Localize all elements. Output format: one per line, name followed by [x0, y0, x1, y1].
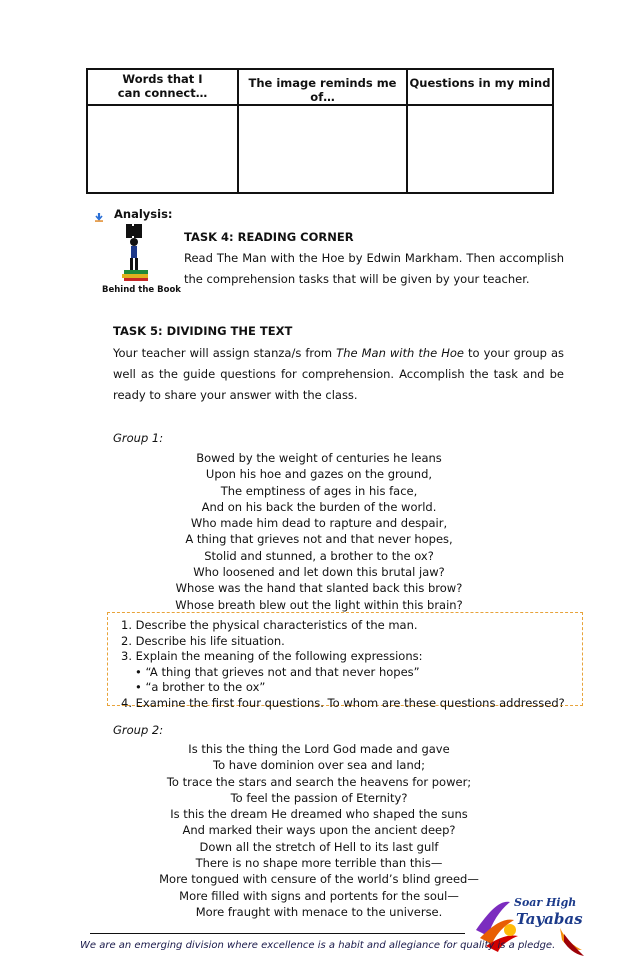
poem-line: To have dominion over sea and land;	[213, 758, 425, 773]
poem-line: Is this the dream He dreamed who shaped the suns	[170, 807, 468, 822]
group1-questions	[121, 618, 565, 711]
poem-line: More fraught with menace to the universe.	[195, 904, 443, 919]
group1-poem	[0, 450, 638, 613]
poem-line: To trace the stars and search the heavens for power;	[166, 774, 472, 789]
task4-text: Read The Man with the Hoe by Edwin Markham. Then accomplish the comprehension tasks that will be given by your teacher.	[184, 251, 564, 286]
poem-line: More tongued with censure of the world’s blind greed—	[159, 872, 479, 887]
table-cell-empty[interactable]	[238, 105, 407, 193]
table-cell-empty[interactable]	[407, 105, 553, 193]
task5-title: TASK 5: DIVIDING THE TEXT	[113, 324, 293, 338]
expression-item: • “A thing that grieves not and that never hopes”	[121, 665, 565, 681]
table-header-cell: The image reminds me of…	[238, 69, 407, 105]
poem-line: A thing that grieves not and that never hopes,	[185, 532, 453, 547]
expression-item: • “a brother to the ox”	[121, 680, 565, 696]
poem-line: More filled with signs and portents for the soul—	[179, 888, 459, 903]
task4-title: TASK 4: READING CORNER	[184, 230, 354, 244]
poem-line: Stolid and stunned, a brother to the ox?	[204, 548, 434, 563]
table-header-cell: Words that I can connect…	[87, 69, 238, 105]
table-header-row	[87, 69, 553, 105]
poem-line: The emptiness of ages in his face,	[220, 483, 418, 498]
poem-line: Bowed by the weight of centuries he leans	[196, 451, 442, 465]
arrow-bullet-icon	[94, 212, 104, 222]
worksheet-table	[86, 68, 554, 194]
poem-line: There is no shape more terrible than this—	[195, 856, 443, 871]
table-row	[87, 105, 553, 193]
poem-line: And marked their ways upon the ancient deep?	[182, 823, 456, 838]
question-item: 2. Describe his life situation.	[121, 633, 285, 648]
poem-line: Whose was the hand that slanted back this brow?	[175, 581, 463, 596]
poem-line: Who loosened and let down this brutal jaw?	[193, 565, 445, 580]
poem-line: Whose breath blew out the light within this brain?	[175, 597, 463, 612]
table-cell-empty[interactable]	[87, 105, 238, 193]
group1-label: Group 1:	[113, 431, 164, 445]
poem-line: Upon his hoe and gazes on the ground,	[205, 467, 433, 482]
question-item: 1. Describe the physical characteristics of the man.	[121, 618, 418, 632]
footer-divider	[90, 933, 465, 934]
poem-line: Who made him dead to rapture and despair,	[190, 516, 448, 531]
behind-the-book-icon	[102, 222, 182, 294]
book-icon-caption: Behind the Book	[102, 285, 181, 294]
poem-line: And on his back the burden of the world.	[201, 499, 437, 514]
table-header-cell: Questions in my mind	[407, 69, 553, 105]
poem-title: The Man with the Hoe	[336, 346, 464, 360]
task5-text: Your teacher will assign stanza/s from The Man with the Hoe to your group as well as the guide questions for comprehension. Accomplish the task and be ready to share your answer with the class.	[113, 346, 564, 402]
logo-line1: Soar High	[514, 896, 577, 909]
question-item: 3. Explain the meaning of the following expressions:	[121, 649, 423, 663]
question-item: 4. Examine the first four questions. To whom are these questions addressed?	[121, 695, 565, 710]
poem-line: Is this the thing the Lord God made and gave	[188, 742, 450, 756]
analysis-heading: Analysis:	[114, 207, 173, 221]
logo-line2: Tayabas	[516, 910, 583, 928]
poem-line: To feel the passion of Eternity?	[230, 790, 408, 805]
footer-motto: We are an emerging division where excellence is a habit and allegiance for quality is a pledge.	[80, 940, 556, 951]
poem-line: Down all the stretch of Hell to its last gulf	[199, 839, 439, 854]
group2-label: Group 2:	[113, 723, 164, 737]
